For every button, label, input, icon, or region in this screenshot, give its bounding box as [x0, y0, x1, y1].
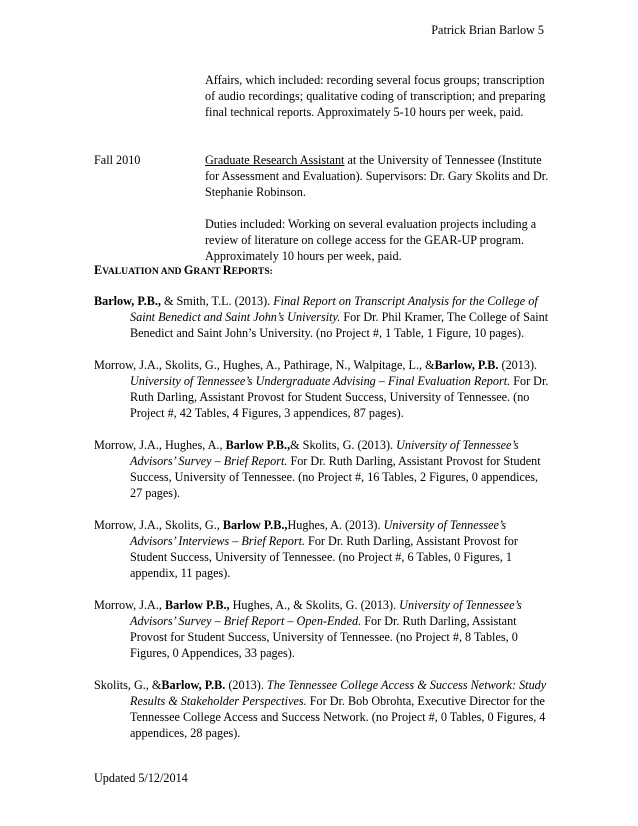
bold-author: Barlow P.B.,: [222, 518, 288, 532]
report-title: University of Tennessee’s Advisors’ Survey – Brief Report – Open-Ended.: [130, 598, 522, 628]
job-description: [205, 152, 552, 200]
job-entry: [94, 152, 554, 264]
job-description: Affairs, which included: recording several focus groups; transcription of audio recordings; qualitative coding of transcription; and preparing final technical reports. Approximately 5-10 hours per week, paid.: [205, 73, 546, 119]
bold-author: Barlow P.B.,: [225, 438, 291, 452]
job-title: Graduate Research Assistant: [205, 153, 345, 167]
report-title: University of Tennessee’s Advisors’ Interviews – Brief Report.: [130, 518, 507, 548]
report-title: The Tennessee College Access & Success Network: Study Results & Stakeholder Perspectives.: [130, 678, 547, 708]
page-footer: Updated 5/12/2014: [94, 771, 188, 785]
reference-item: Barlow, P.B., & Smith, T.L. (2013). Final Report on Transcript Analysis for the College of Saint Benedict and Saint John’s University. For Dr. Phil Kramer, The College of Saint Benedict and Saint John’s University. (no Project #, 1 Table, 1 Figure, 10 pages).: [94, 294, 549, 340]
reference-item: Skolits, G., &Barlow, P.B. (2013). The Tennessee College Access & Success Network: Study Results & Stakeholder Perspectives. For Dr. Bob Obrohta, Executive Director for the Tennessee College Access and Success Network. (no Project #, 0 Tables, 0 Figures, 4 appendices, 28 pages).: [94, 678, 547, 740]
reference-list: [94, 293, 552, 757]
job-entry-continued: [94, 72, 554, 120]
job-duties: Duties included: Working on several evaluation projects including a review of literature on college access for the GEAR-UP program. Approximately 10 hours per week, paid.: [205, 217, 537, 263]
bold-author: Barlow P.B.,: [164, 598, 230, 612]
report-title: University of Tennessee’s Undergraduate Advising – Final Evaluation Report.: [130, 374, 511, 388]
reference-item: Morrow, J.A., Skolits, G., Barlow P.B.,Hughes, A. (2013). University of Tennessee’s Advisors’ Interviews – Brief Report. For Dr. Ruth Darling, Assistant Provost for Student Success, University of Tennessee. (no Project #, 6 Tables, 0 Figures, 1 appendix, 11 pages).: [94, 518, 518, 580]
section-heading: EVALUATION AND GRANT REPORTS:: [94, 263, 273, 277]
report-title: University of Tennessee’s Advisors’ Survey – Brief Report.: [130, 438, 519, 468]
bold-author: Barlow, P.B.,: [94, 294, 161, 308]
bold-author: Barlow, P.B.: [434, 358, 499, 372]
job-date: Fall 2010: [94, 153, 141, 167]
reference-item: Morrow, J.A., Barlow P.B., Hughes, A., & Skolits, G. (2013). University of Tennessee’s Advisors’ Survey – Brief Report – Open-Ended. For Dr. Ruth Darling, Assistant Provost for Student Success, University of Tennessee. (no Project #, 8 Tables, 0 Figures, 0 Appendices, 33 pages).: [94, 598, 522, 660]
reference-item: Morrow, J.A., Skolits, G., Hughes, A., Pathirage, N., Walpitage, L., &Barlow, P.B. (2013). University of Tennessee’s Undergraduate Advising – Final Evaluation Report. For Dr. Ruth Darling, Assistant Provost for Student Success, University of Tennessee. (no Project #, 42 Tables, 4 Figures, 3 appendices, 87 pages).: [94, 358, 549, 420]
report-title: Final Report on Transcript Analysis for the College of Saint Benedict and Saint John’s University.: [130, 294, 538, 324]
page-header: Patrick Brian Barlow 5: [431, 23, 544, 37]
bold-author: Barlow, P.B.: [161, 678, 226, 692]
job-title-rest: at the University of Tennessee (Institute for Assessment and Evaluation). Supervisors: Dr. Gary Skolits and Dr. Stephanie Robinson.: [205, 153, 549, 199]
reference-item: Morrow, J.A., Hughes, A., Barlow P.B.,& Skolits, G. (2013). University of Tennessee’s Advisors’ Survey – Brief Report. For Dr. Ruth Darling, Assistant Provost for Student Success, University of Tennessee. (no Project #, 16 Tables, 2 Figures, 0 appendices, 27 pages).: [94, 438, 541, 500]
